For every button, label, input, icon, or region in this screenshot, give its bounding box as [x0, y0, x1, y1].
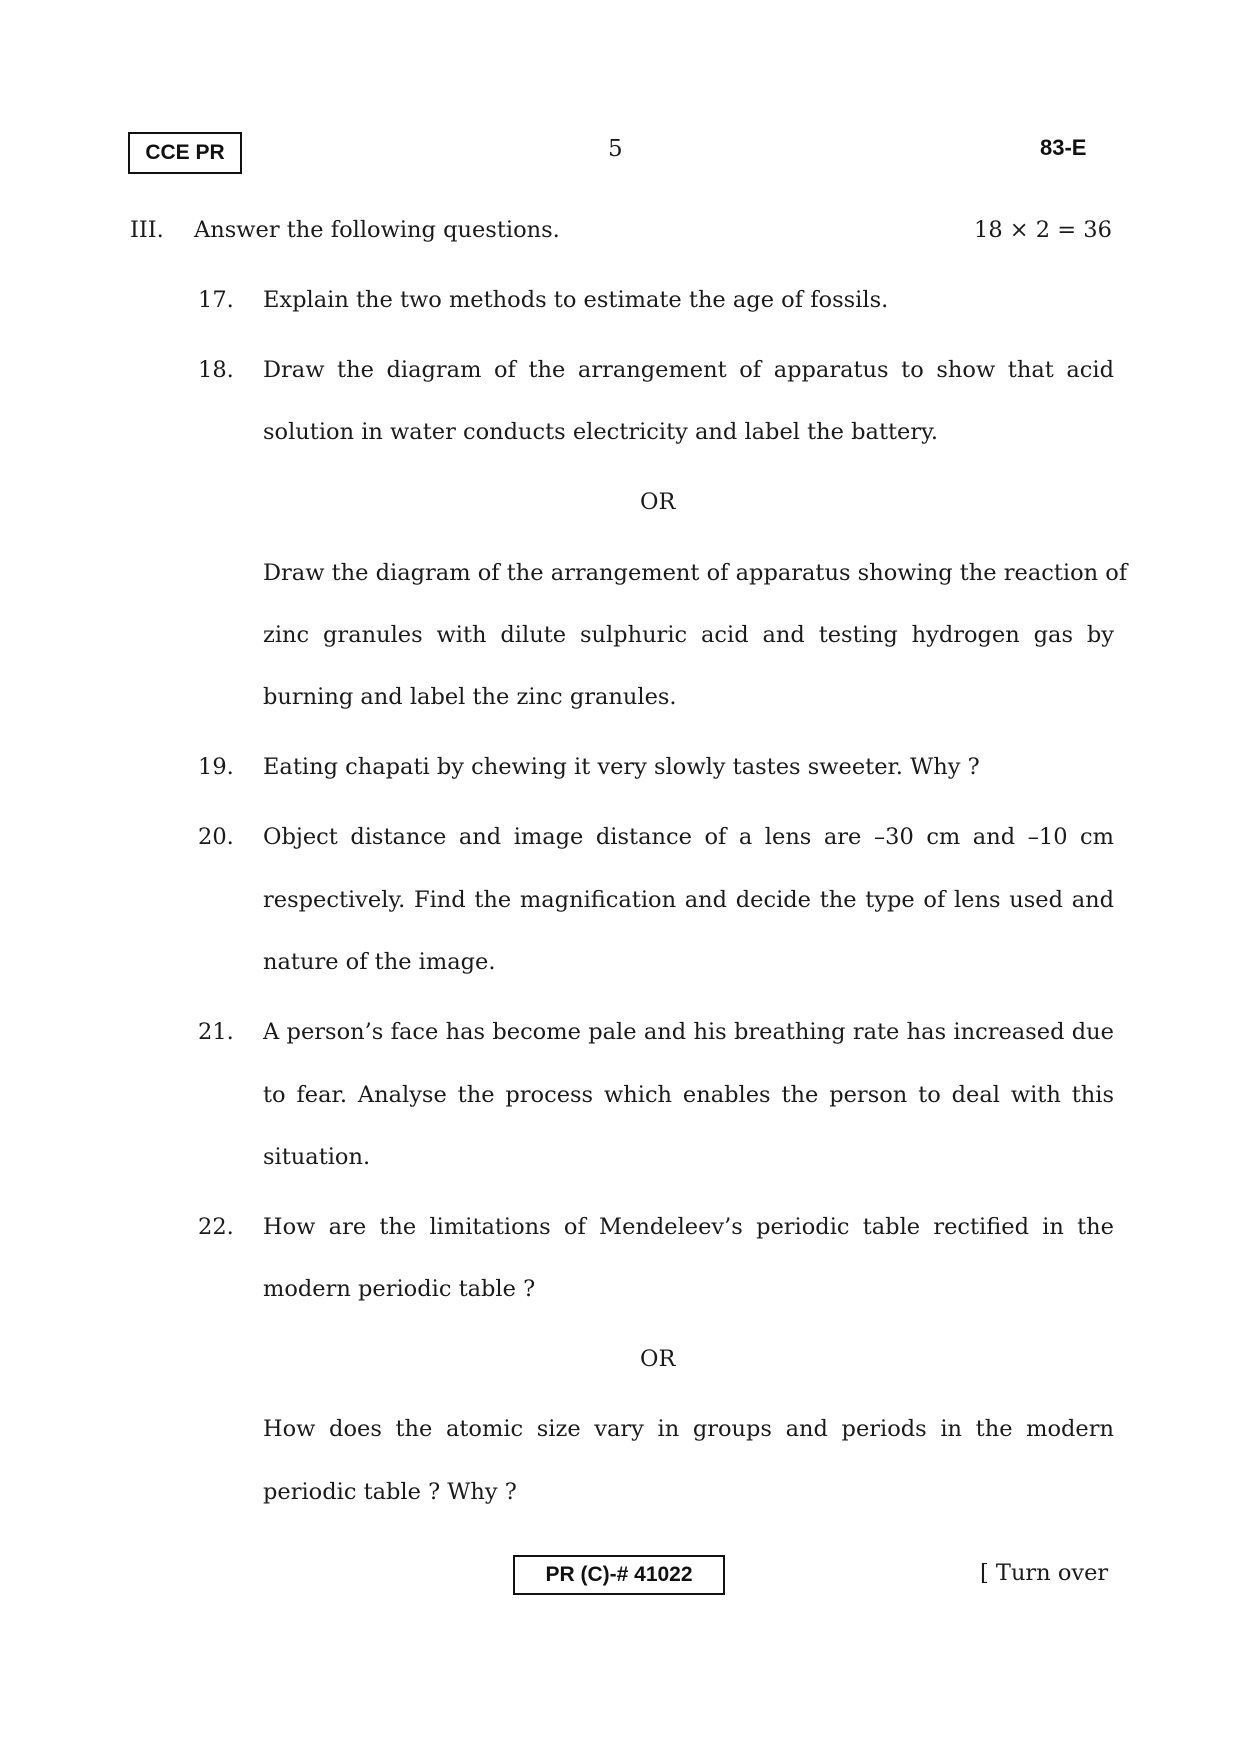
- question-21-line-1: A person’s face has become pale and his breathing rate has increased due: [263, 1019, 1114, 1045]
- question-17-line-1: Explain the two methods to estimate the age of fossils.: [263, 287, 889, 313]
- question-21-line-2: to fear. Analyse the process which enables the person to deal with this: [263, 1082, 1114, 1108]
- question-18-alt-line-1: Draw the diagram of the arrangement of apparatus showing the reaction of: [263, 560, 1128, 586]
- question-20-line-2: respectively. Find the magnification and decide the type of lens used and: [263, 887, 1114, 913]
- question-21-line-3: situation.: [263, 1144, 371, 1170]
- question-22-line-1: How are the limitations of Mendeleev’s periodic table rectified in the: [263, 1214, 1114, 1240]
- question-number-18: 18.: [198, 357, 234, 383]
- question-22-or: OR: [640, 1346, 676, 1372]
- question-18-or: OR: [640, 489, 676, 515]
- question-number-22: 22.: [198, 1214, 234, 1240]
- question-number-17: 17.: [198, 287, 234, 313]
- question-number-20: 20.: [198, 824, 234, 850]
- question-20-line-1: Object distance and image distance of a lens are –30 cm and –10 cm: [263, 824, 1114, 850]
- header-code-label: CCE PR: [145, 141, 225, 164]
- question-18-line-1: Draw the diagram of the arrangement of apparatus to show that acid: [263, 357, 1114, 383]
- section-instruction: Answer the following questions.: [194, 217, 560, 243]
- question-22-alt-line-2: periodic table ? Why ?: [263, 1479, 517, 1505]
- question-20-line-3: nature of the image.: [263, 949, 496, 975]
- question-22-alt-line-1: How does the atomic size vary in groups and periods in the modern: [263, 1416, 1114, 1442]
- question-22-line-2: modern periodic table ?: [263, 1276, 536, 1302]
- question-number-21: 21.: [198, 1019, 234, 1045]
- header-code-box: [128, 132, 242, 174]
- question-18-alt-line-2: zinc granules with dilute sulphuric acid and testing hydrogen gas by: [263, 622, 1114, 648]
- turn-over-note: [ Turn over: [980, 1560, 1109, 1586]
- section-roman: III.: [130, 217, 164, 243]
- section-marks: 18 × 2 = 36: [974, 217, 1112, 243]
- question-19-line-1: Eating chapati by chewing it very slowly tastes sweeter. Why ?: [263, 754, 980, 780]
- footer-code-box: [513, 1555, 725, 1595]
- question-18-alt-line-3: burning and label the zinc granules.: [263, 684, 677, 710]
- question-18-line-2: solution in water conducts electricity and label the battery.: [263, 419, 938, 445]
- page-number: 5: [608, 136, 623, 162]
- paper-code: 83-E: [1040, 135, 1087, 160]
- question-number-19: 19.: [198, 754, 234, 780]
- footer-code-label: PR (C)-# 41022: [545, 1563, 693, 1586]
